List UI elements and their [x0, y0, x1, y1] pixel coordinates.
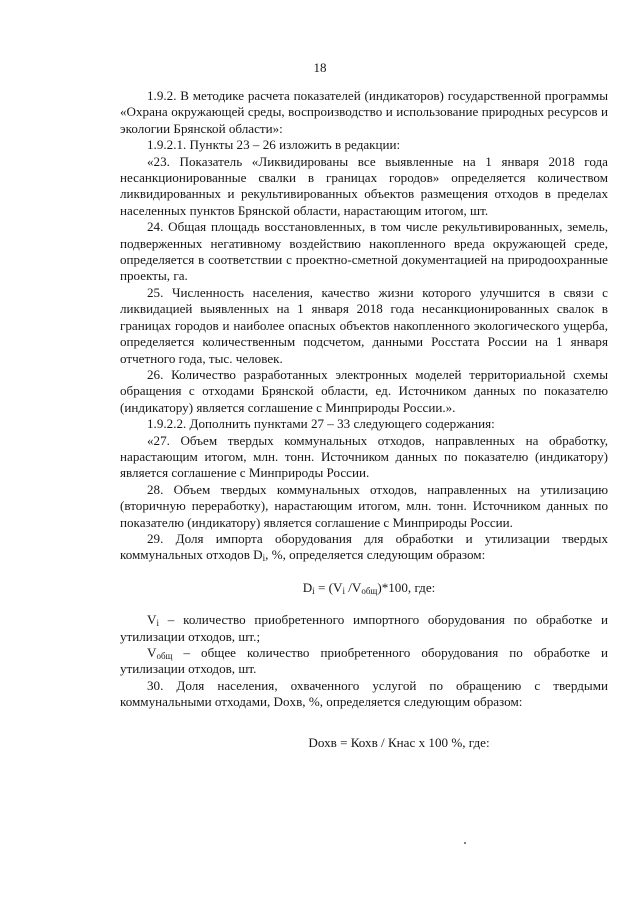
- definition-vtotal-subscript: общ: [156, 651, 173, 661]
- formula-import-part2: /V: [344, 579, 362, 595]
- formula-import-tail: )*100, где:: [377, 579, 436, 595]
- paragraph-item-23: «23. Показатель «Ликвидированы все выявленные на 1 января 2018 года несанкционированные свалки в границах городов» определяется количеством ликвидированных и рекультивированных объектов размещения отходов в пределах населенных пунктов Брянской области, нарастающим итогом, шт.: [120, 153, 608, 218]
- paragraph-item-26: 26. Количество разработанных электронных моделей территориальной схемы обращения с отходами Брянской области, ед. Источником данных по показателю (индикатору) является соглашение с Минприроды России.».: [120, 366, 608, 415]
- formula-import-share: [120, 580, 608, 596]
- paragraph-1-9-2: 1.9.2. В методике расчета показателей (индикаторов) государственной программы «Охрана окружающей среды, воспроизводство и использование природных ресурсов и экологии Брянской области»:: [120, 88, 608, 136]
- formula-import-lhs-subscript: i: [312, 585, 315, 596]
- formula-import-part1-subscript: i: [342, 585, 345, 596]
- definition-vtotal-symbol: V: [147, 645, 157, 660]
- paragraph-item-28: 28. Объем твердых коммунальных отходов, направленных на утилизацию (вторичную переработку), нарастающим итогом, млн. тонн. Источником данных по показателю (индикатору) является соглашение с Минприроды России.: [120, 481, 608, 530]
- paragraph-item-27: «27. Объем твердых коммунальных отходов, направленных на обработку, нарастающим итогом, млн. тонн. Источником данных по показателю (индикатору) является соглашение с Минприроды России.: [120, 432, 608, 481]
- paragraph-item-29-subscript: i: [262, 553, 266, 564]
- definition-vi-symbol: V: [147, 612, 157, 628]
- paragraph-item-30: 30. Доля населения, охваченного услугой по обращению с твердыми коммунальными отходами, Doхв, %, определяется следующим образом:: [120, 677, 608, 710]
- definition-vi: [120, 612, 608, 645]
- formula-import-part1: = (V: [314, 579, 343, 595]
- formula-coverage-share: Dохв = Кохв / Кнас х 100 %, где:: [308, 734, 490, 750]
- page-number: 18: [313, 60, 327, 75]
- scan-speck: [464, 842, 466, 844]
- document-body: [120, 88, 608, 751]
- definition-vi-text: – количество приобретенного импортного оборудования по обработке и утилизации отходов, шт.;: [120, 612, 608, 644]
- definition-vtotal: [120, 645, 608, 678]
- paragraph-item-25: 25. Численность населения, качество жизни которого улучшится в связи с ликвидацией выявленных на 1 января 2018 года несанкционированных свалок в границах городов и наиболее опасных объектов накопленного экологического ущерба, определяется количественным подсчетом, данными Росстата России на 1 января отчетного года, тыс. человек.: [120, 284, 608, 366]
- paragraph-item-24: 24. Общая площадь восстановленных, в том числе рекультивированных, земель, подверженных негативному воздействию накопленного вреда окружающей среде, определяется в соответствии с проектно-сметной документацией на природоохранные проекты, га.: [120, 219, 608, 284]
- paragraph-item-29-text: 29. Доля импорта оборудования для обработки и утилизации твердых коммунальных отходов D: [120, 530, 608, 563]
- paragraph-1-9-2-1: 1.9.2.1. Пункты 23 – 26 изложить в редакции:: [147, 137, 401, 153]
- paragraph-item-29: [120, 531, 608, 564]
- formula-import-part2-subscript: общ: [361, 585, 378, 596]
- paragraph-item-29-tail: , %, определяется следующим образом:: [265, 547, 486, 563]
- definition-vtotal-text: – общее количество приобретенного оборудования по обработке и утилизации отходов, шт.: [120, 645, 608, 677]
- paragraph-1-9-2-2: 1.9.2.2. Дополнить пунктами 27 – 33 следующего содержания:: [147, 416, 495, 432]
- definition-vi-subscript: i: [156, 618, 159, 629]
- formula-import-lhs: D: [302, 579, 313, 595]
